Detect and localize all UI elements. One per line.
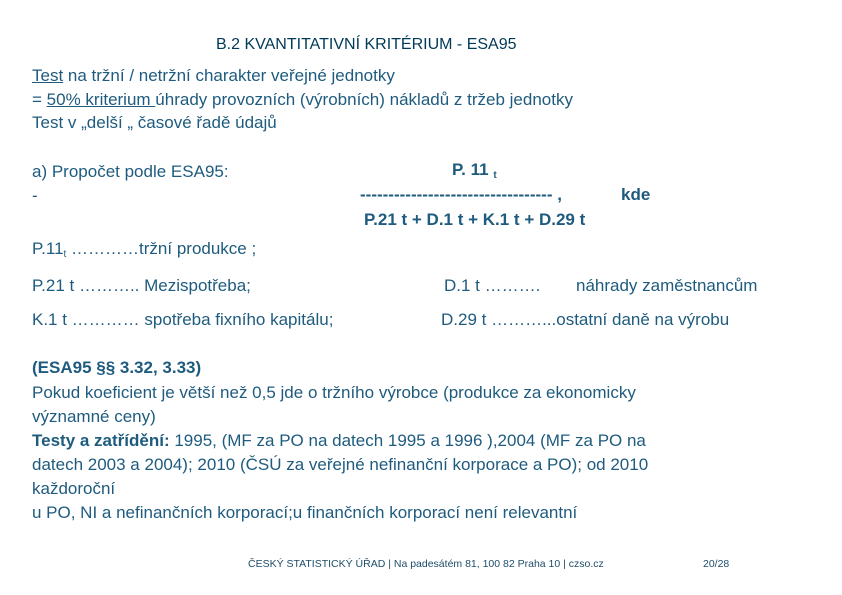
- formula-dash: -: [32, 186, 38, 205]
- formula-label: a) Propočet podle ESA95:: [32, 162, 229, 181]
- note-pokud-1: Pokud koeficient je větší než 0,5 jde o tržního výrobce (produkce za ekonomicky: [32, 383, 636, 402]
- note-testy-1: Testy a zatřídění: 1995, (MF za PO na datech 1995 a 1996 ),2004 (MF za PO na: [32, 431, 646, 450]
- definition-d29: D.29 t ………...ostatní daně na výrobu: [441, 310, 730, 329]
- intro-line-3: Test v „delší „ časové řadě údajů: [32, 113, 277, 132]
- formula-kde: kde: [621, 185, 651, 204]
- formula-numerator: P. 11 $_t$: [452, 160, 497, 181]
- formula-denominator: P.21 t + D.1 t + K.1 t + D.29 t: [364, 210, 586, 229]
- note-testy-3: každoroční: [32, 479, 116, 498]
- intro-line-2: = 50% kriterium úhrady provozních (výrobních) nákladů z tržeb jednotky: [32, 90, 573, 109]
- definition-d1-text: náhrady zaměstnancům: [576, 276, 758, 295]
- definition-k1: K.1 t ………… spotřeba fixního kapitálu;: [32, 310, 334, 329]
- definition-p11: $P.11_t$ …………tržní produkce ;: [32, 239, 257, 260]
- esa-reference: (ESA95 §§ 3.32, 3.33): [32, 358, 202, 377]
- definition-p21: P.21 t ……….. Mezispotřeba;: [32, 276, 251, 295]
- intro-line-1: Test na tržní / netržní charakter veřejné jednotky: [32, 66, 395, 85]
- formula-divider: ---------------------------------- ,: [360, 185, 562, 204]
- page-title: B.2 KVANTITATIVNÍ KRITÉRIUM - ESA95: [216, 36, 517, 53]
- definition-d1: D.1 t ……….: [444, 276, 541, 295]
- note-pokud-2: významné ceny): [32, 407, 156, 426]
- footer-text: ČESKÝ STATISTICKÝ ÚŘAD | Na padesátém 81, 100 82 Praha 10 | czso.cz: [248, 558, 604, 570]
- note-testy-2: datech 2003 a 2004); 2010 (ČSÚ za veřejné nefinanční korporace a PO); od 2010: [32, 455, 649, 474]
- page-number: 20/28: [703, 558, 730, 570]
- note-testy-4: u PO, NI a nefinančních korporací;u finančních korporací není relevantní: [32, 503, 578, 522]
